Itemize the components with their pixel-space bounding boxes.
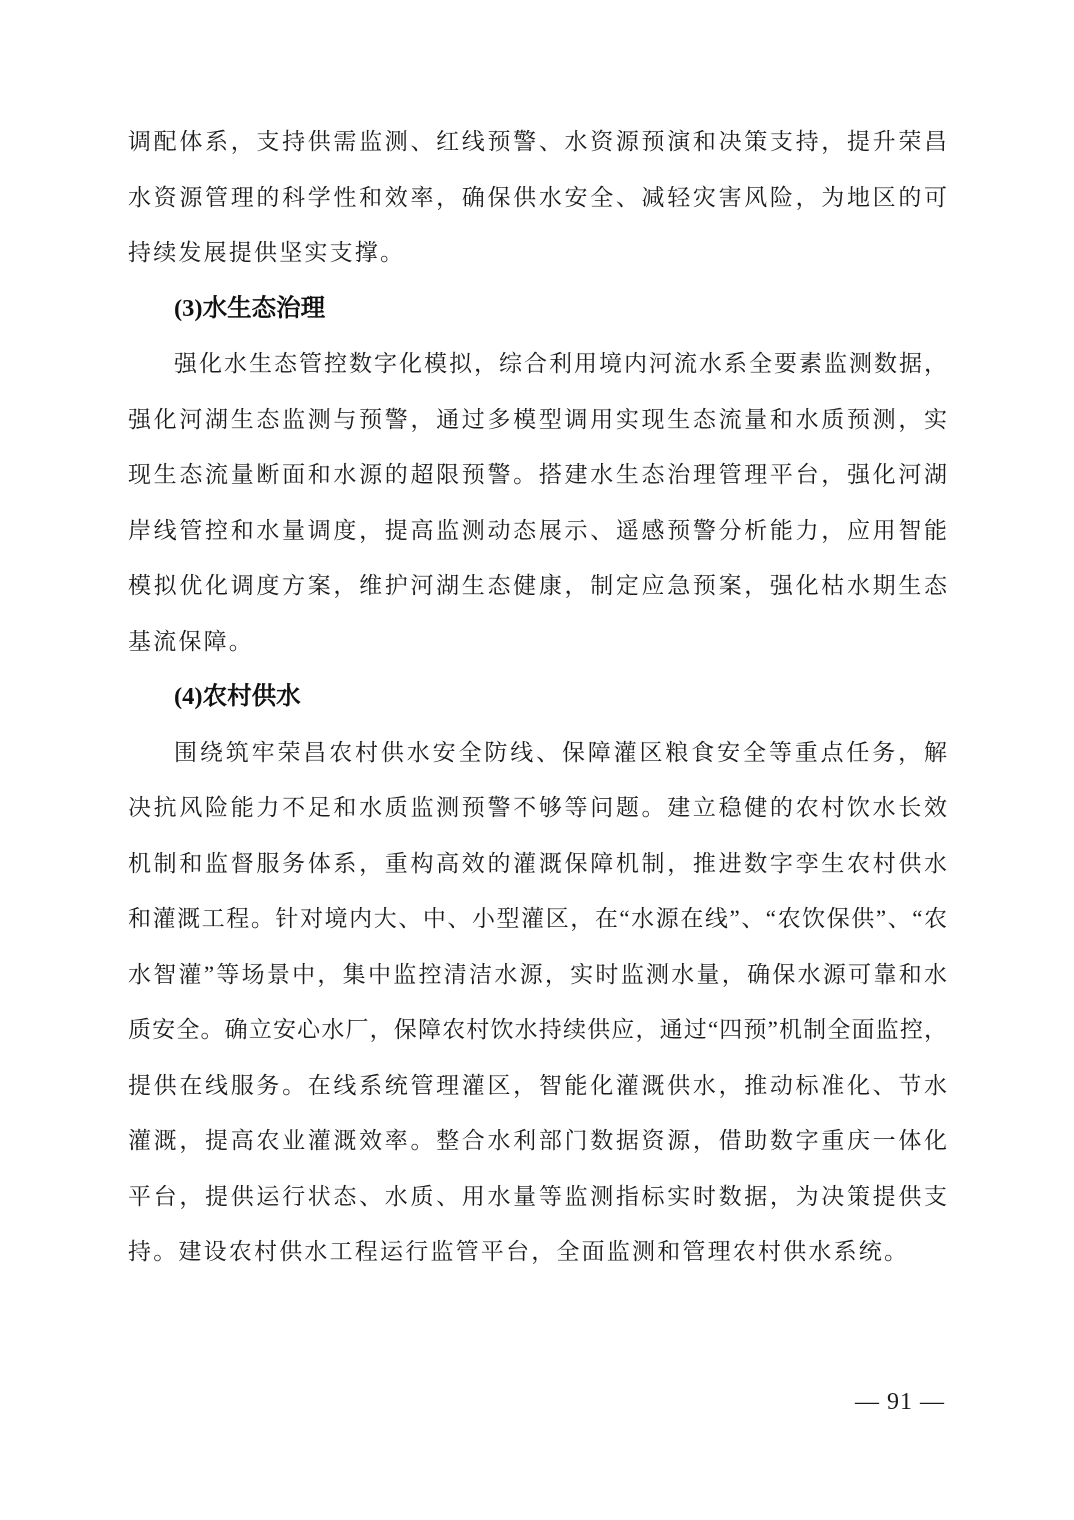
document-text-column <box>128 114 947 1280</box>
text-line: 和灌溉工程。针对境内大、中、小型灌区，在“水源在线”、“农饮保供”、“农 <box>128 906 947 931</box>
text-line: 围绕筑牢荣昌农村供水安全防线、保障灌区粮食安全等重点任务，解 <box>174 739 947 765</box>
text-line: 现生态流量断面和水源的超限预警。搭建水生态治理管理平台，强化河湖 <box>128 462 947 487</box>
text-line: 持续发展提供坚实支撑。 <box>128 240 406 265</box>
text-line: 机制和监督服务体系，重构高效的灌溉保障机制，推进数字孪生农村供水 <box>128 850 947 876</box>
paragraph-rural-water-supply <box>128 725 947 1280</box>
text-line: 模拟优化调度方案，维护河湖生态健康，制定应急预案，强化枯水期生态 <box>128 573 947 598</box>
page-number: — 91 — <box>855 1389 945 1415</box>
text-line: 水资源管理的科学性和效率，确保供水安全、减轻灾害风险，为地区的可 <box>128 184 947 210</box>
paragraph-water-allocation-continuation <box>128 114 947 281</box>
text-line: 调配体系，支持供需监测、红线预警、水资源预演和决策支持，提升荣昌 <box>128 129 947 154</box>
text-line: 强化河湖生态监测与预警，通过多模型调用实现生态流量和水质预测，实 <box>128 406 947 432</box>
text-line: 持。建设农村供水工程运行监管平台，全面监测和管理农村供水系统。 <box>128 1239 910 1264</box>
text-line: 提供在线服务。在线系统管理灌区，智能化灌溉供水，推动标准化、节水 <box>128 1072 947 1098</box>
text-line: 岸线管控和水量调度，提高监测动态展示、遥感预警分析能力，应用智能 <box>128 517 947 543</box>
section-heading-water-ecology: (3)水生态治理 <box>174 294 326 322</box>
text-line: 质安全。确立安心水厂，保障农村饮水持续供应，通过“四预”机制全面监控， <box>128 1017 947 1042</box>
text-line: 平台，提供运行状态、水质、用水量等监测指标实时数据，为决策提供支 <box>128 1183 947 1209</box>
text-line: 灌溉，提高农业灌溉效率。整合水利部门数据资源，借助数字重庆一体化 <box>128 1128 947 1153</box>
section-heading-rural-water-supply: (4)农村供水 <box>174 683 301 710</box>
text-line: 决抗风险能力不足和水质监测预警不够等问题。建立稳健的农村饮水长效 <box>128 795 947 820</box>
text-line: 强化水生态管控数字化模拟，综合利用境内河流水系全要素监测数据， <box>174 351 947 376</box>
text-line: 水智灌”等场景中，集中监控清洁水源，实时监测水量，确保水源可靠和水 <box>128 961 947 987</box>
paragraph-water-ecology <box>128 336 947 669</box>
text-line: 基流保障。 <box>128 628 254 654</box>
